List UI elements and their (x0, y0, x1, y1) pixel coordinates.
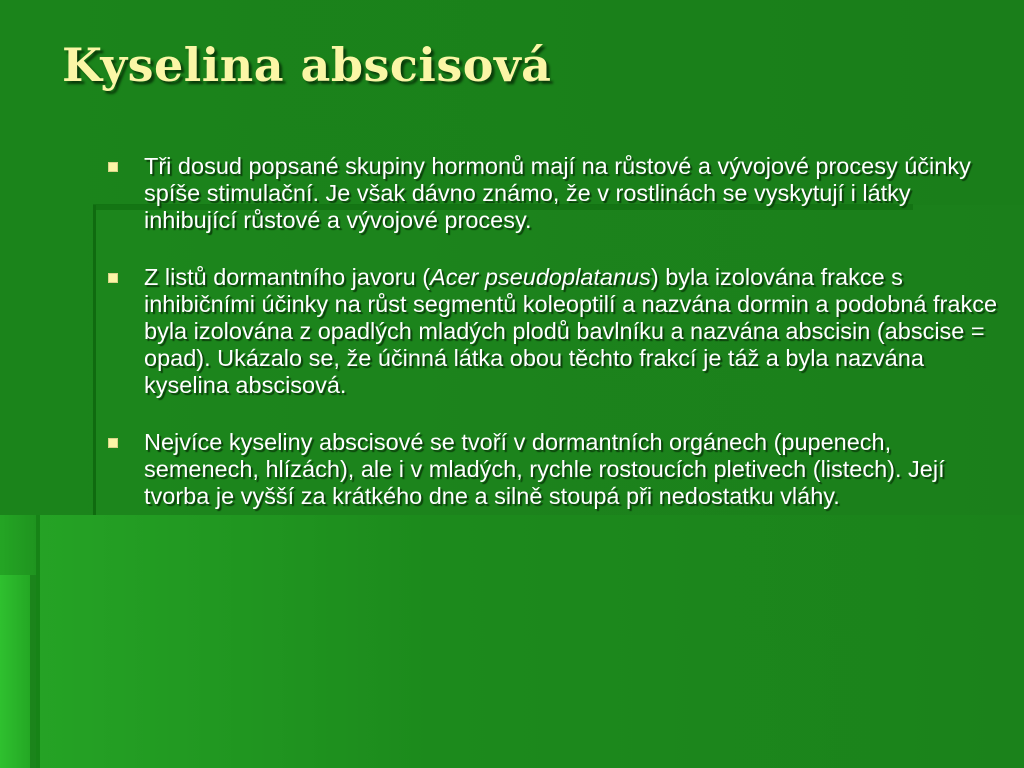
bullet-list (104, 153, 1004, 540)
bullet-item (104, 264, 1004, 399)
square-bullet-icon (108, 438, 118, 448)
bullet-text: Tři dosud popsané skupiny hormonů mají na růstové a vývojové procesy účinky spíše stimulační. Je však dávno známo, že v rostlinách se vyskytují i látky inhibující růstové a vývojové procesy. (144, 153, 971, 233)
decorative-panel-bottom (36, 515, 1024, 768)
decorative-edge (36, 515, 40, 768)
bullet-text-part: Z listů dormantního javoru ( (144, 264, 431, 290)
bullet-text-part: ) byla izolována frakce s inhibičními účinky na růst segmentů koleoptilí a nazvána dormin a podobná frakce byla izolována z opadlých mladých plodů bavlníku a nazvána abscisin (abscise = opad). Ukázalo se, že účinná látka obou těchto frakcí je táž a byla nazvána kyselina abscisová. (144, 264, 998, 398)
bullet-text: Nejvíce kyseliny abscisové se tvoří v dormantních orgánech (pupenech, semenech, hlízách), ale i v mladých, rychle rostoucích pletivech (listech). Její tvorba je vyšší za krátkého dne a silně stoupá při nedostatku vláhy. (144, 429, 945, 509)
bullet-text (144, 264, 1004, 399)
bullet-item (104, 153, 1004, 234)
decorative-block-left (0, 515, 36, 575)
decorative-block-corner (0, 575, 30, 768)
slide-title: Kyselina abscisová (62, 38, 552, 92)
species-name: Acer pseudoplatanus (430, 264, 651, 290)
square-bullet-icon (108, 273, 118, 283)
bullet-item (104, 429, 1004, 510)
square-bullet-icon (108, 162, 118, 172)
